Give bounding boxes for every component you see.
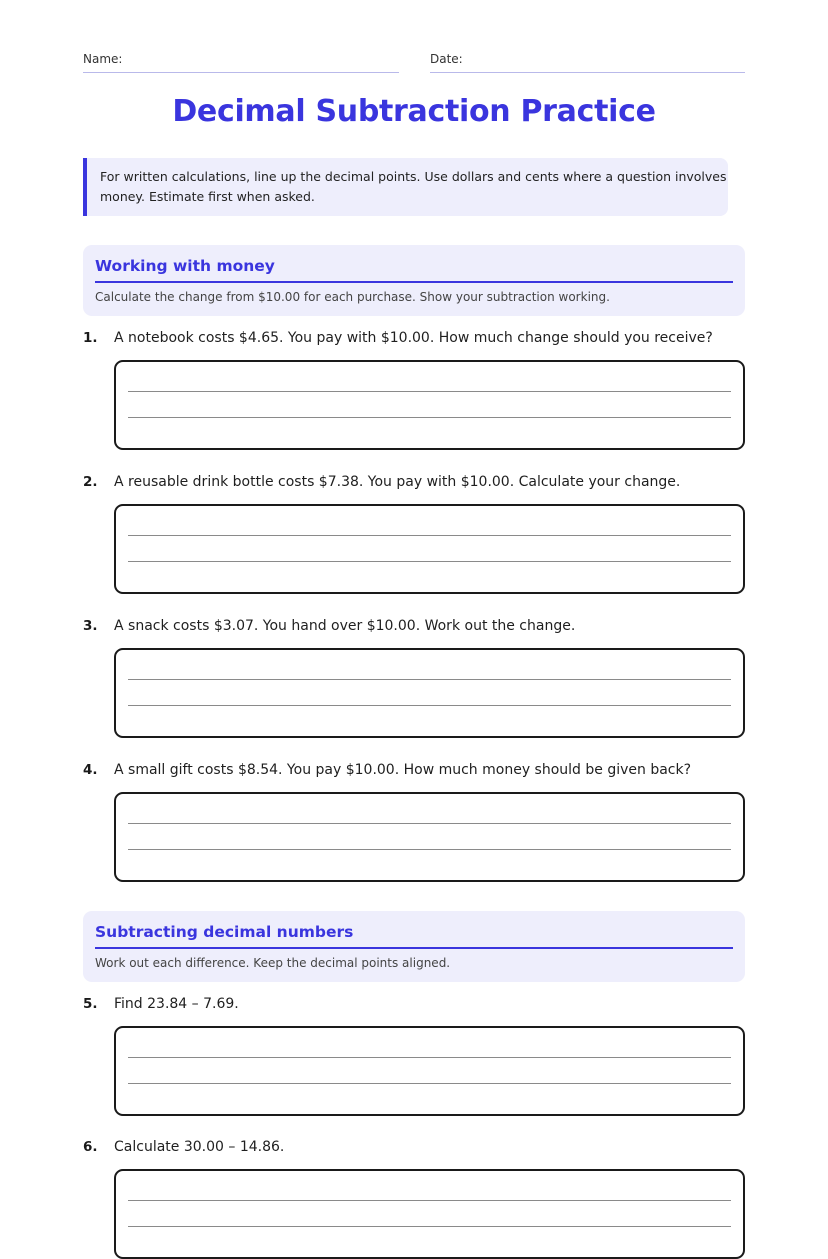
answer-line [128,849,731,850]
section-working-with-money [83,245,745,316]
answer-box[interactable] [114,1169,745,1259]
page-title: Decimal Subtraction Practice [172,94,656,129]
answer-line [128,1057,731,1058]
answer-line [128,705,731,706]
answer-line [128,1226,731,1227]
answer-line [128,535,731,536]
name-label: Name: [83,52,123,66]
answer-line [128,679,731,680]
question-text: A reusable drink bottle costs $7.38. You pay with $10.00. Calculate your change. [114,474,681,490]
question-number: 5. [83,996,98,1012]
name-field[interactable] [83,52,399,73]
answer-line [128,1200,731,1201]
instructions-note: For written calculations, line up the decimal points. Use dollars and cents where a question involves money. Estimate first when asked. [83,158,728,216]
question-number: 3. [83,618,98,634]
answer-line [128,391,731,392]
header-fields [83,52,745,74]
section-subtitle: Work out each difference. Keep the decimal points aligned. [95,956,451,970]
question-number: 6. [83,1139,98,1155]
date-label: Date: [430,52,463,66]
section-subtracting-decimals [83,911,745,982]
date-field[interactable] [430,52,745,73]
answer-line [128,1083,731,1084]
section-title: Subtracting decimal numbers [95,921,733,949]
answer-box[interactable] [114,1026,745,1116]
question-number: 2. [83,474,98,490]
question-text: A snack costs $3.07. You hand over $10.00. Work out the change. [114,618,576,634]
answer-box[interactable] [114,648,745,738]
answer-box[interactable] [114,360,745,450]
question-text: A small gift costs $8.54. You pay $10.00. How much money should be given back? [114,762,692,778]
section-title: Working with money [95,255,733,283]
answer-box[interactable] [114,792,745,882]
question-number: 1. [83,330,98,346]
question-text: A notebook costs $4.65. You pay with $10.00. How much change should you receive? [114,330,713,346]
answer-line [128,823,731,824]
answer-box[interactable] [114,504,745,594]
answer-line [128,561,731,562]
answer-line [128,417,731,418]
question-text: Calculate 30.00 – 14.86. [114,1139,285,1155]
question-text: Find 23.84 – 7.69. [114,996,239,1012]
question-number: 4. [83,762,98,778]
section-subtitle: Calculate the change from $10.00 for each purchase. Show your subtraction working. [95,290,610,304]
